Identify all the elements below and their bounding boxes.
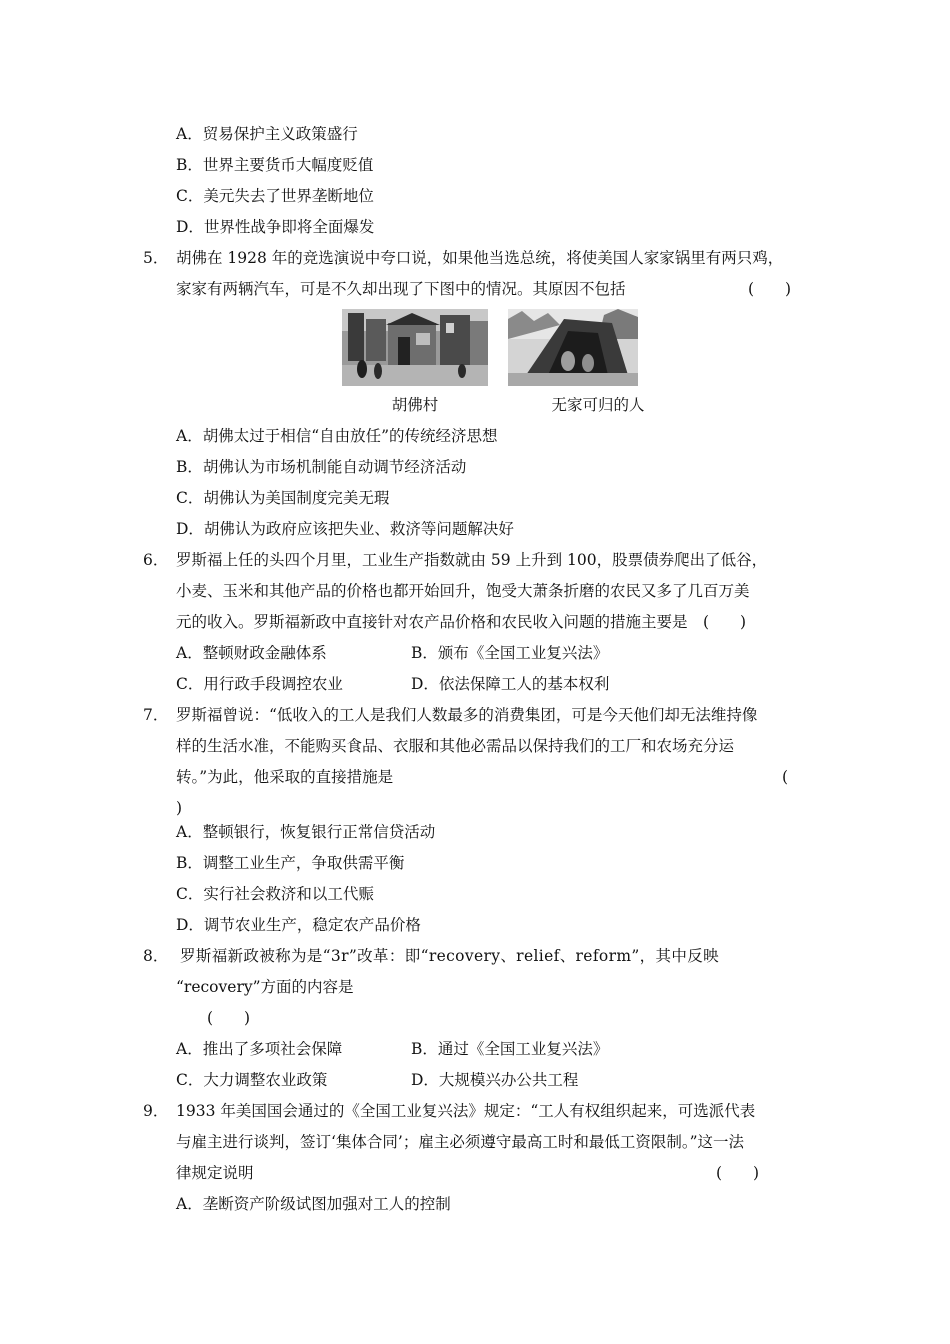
q6-option-c: C．用行政手段调控农业 — [176, 675, 343, 693]
q8-option-d: D．大规模兴办公共工程 — [411, 1071, 579, 1089]
q6-option-d: D．依法保障工人的基本权利 — [411, 675, 610, 693]
q7-option-a: A．整顿银行，恢复银行正常信贷活动 — [176, 823, 436, 841]
q6-stem-line1: 罗斯福上任的头四个月里，工业生产指数就由 59 上升到 100，股票债券爬出了低谷， — [176, 551, 768, 569]
answer-bracket: ( ) — [207, 1009, 251, 1027]
question-number: 7． — [143, 706, 169, 724]
q9-option-a: A．垄断资产阶级试图加强对工人的控制 — [176, 1195, 451, 1213]
q4-option-a: A．贸易保护主义政策盛行 — [176, 125, 358, 143]
answer-bracket-close: ) — [176, 799, 183, 817]
q7-option-d: D．调节农业生产，稳定农产品价格 — [176, 916, 421, 934]
q8-option-b: B．通过《全国工业复兴法》 — [411, 1040, 609, 1058]
answer-bracket-open: ( — [782, 768, 789, 786]
q7-option-c: C．实行社会救济和以工代赈 — [176, 885, 374, 903]
q5-option-d: D．胡佛认为政府应该把失业、救济等问题解决好 — [176, 520, 514, 538]
q7-stem-line2: 样的生活水准，不能购买食品、衣服和其他必需品以保持我们的工厂和农场充分运 — [176, 737, 735, 755]
q4-option-c: C．美元失去了世界垄断地位 — [176, 187, 374, 205]
q4-option-d: D．世界性战争即将全面爆发 — [176, 218, 375, 236]
answer-bracket: ( ) — [716, 1164, 760, 1182]
q9-stem-line1: 1933 年美国国会通过的《全国工业复兴法》规定：“工人有权组织起来，可选派代表 — [176, 1102, 756, 1120]
q8-option-c: C．大力调整农业政策 — [176, 1071, 328, 1089]
homeless-people-photo — [508, 309, 638, 386]
question-number: 8． — [143, 947, 169, 965]
q7-option-b: B．调整工业生产，争取供需平衡 — [176, 854, 405, 872]
q9-stem-line2: 与雇主进行谈判，签订‘集体合同’；雇主必须遵守最高工时和最低工资限制。”这一法 — [176, 1133, 745, 1151]
q8-option-a: A．推出了多项社会保障 — [176, 1040, 343, 1058]
q6-option-b: B．颁布《全国工业复兴法》 — [411, 644, 609, 662]
question-number: 5． — [143, 249, 169, 267]
hooverville-photo — [342, 309, 488, 386]
q5-stem-line2: 家家有两辆汽车，可是不久却出现了下图中的情况。其原因不包括 — [176, 280, 626, 298]
q9-stem-line3: 律规定说明 — [176, 1164, 254, 1182]
q7-stem-line3: 转。”为此，他采取的直接措施是 — [176, 768, 394, 786]
q5-option-b: B．胡佛认为市场机制能自动调节经济活动 — [176, 458, 467, 476]
q6-stem-line2: 小麦、玉米和其他产品的价格也都开始回升，饱受大萧条折磨的农民又多了几百万美 — [176, 582, 750, 600]
question-number: 9． — [143, 1102, 169, 1120]
q5-option-a: A．胡佛太过于相信“自由放任”的传统经济思想 — [176, 427, 498, 445]
q7-stem-line1: 罗斯福曾说：“低收入的工人是我们人数最多的消费集团，可是今天他们却无法维持像 — [176, 706, 758, 724]
photo-caption-right: 无家可归的人 — [551, 396, 645, 414]
q8-stem-line1: 罗斯福新政被称为是“3r”改革：即“recovery、relief、reform”，其中反映 — [180, 947, 719, 965]
q6-option-a: A．整顿财政金融体系 — [176, 644, 327, 662]
q5-stem-line1: 胡佛在 1928 年的竞选演说中夸口说，如果他当选总统，将使美国人家家锅里有两只鸡， — [176, 249, 784, 267]
q6-stem-line3: 元的收入。罗斯福新政中直接针对农产品价格和农民收入问题的措施主要是 ( ) — [176, 613, 747, 631]
q8-stem-line2: “recovery”方面的内容是 — [176, 978, 354, 996]
answer-bracket: ( ) — [748, 280, 792, 298]
photo-caption-left: 胡佛村 — [391, 396, 439, 414]
q4-option-b: B．世界主要货币大幅度贬值 — [176, 156, 374, 174]
question-number: 6． — [143, 551, 169, 569]
q5-option-c: C．胡佛认为美国制度完美无瑕 — [176, 489, 390, 507]
